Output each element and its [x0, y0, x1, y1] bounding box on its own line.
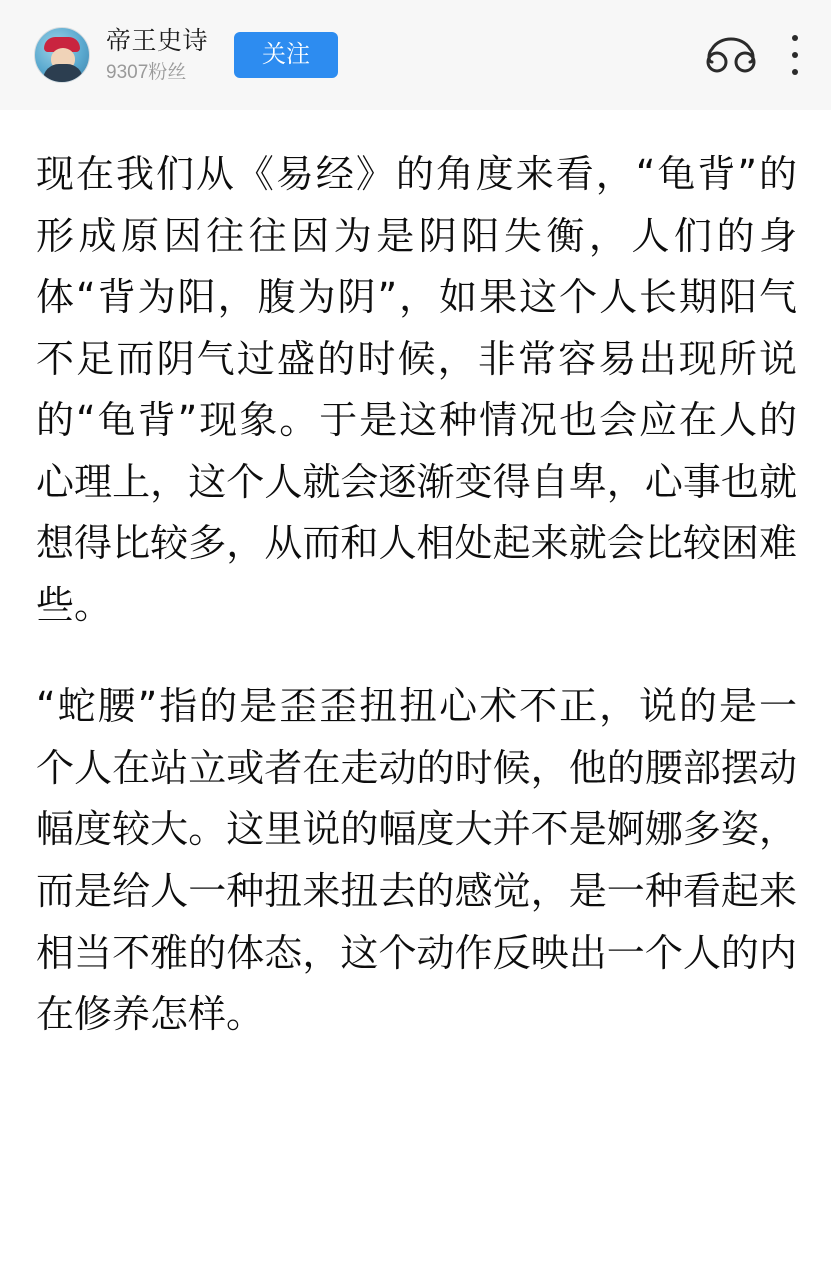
- avatar-body-shape: [43, 64, 83, 82]
- follower-count: 9307粉丝: [106, 61, 187, 83]
- article-paragraph: “蛇腰”指的是歪歪扭扭心术不正，说的是一个人在站立或者在走动的时候，他的腰部摆动幅度较大。这里说的幅度大并不是婀娜多姿，而是给人一种扭来扭去的感觉，是一种看起来相当不雅的体态，这个动作反映出一个人的内在修养怎样。: [36, 684, 797, 1037]
- avatar[interactable]: [34, 27, 90, 83]
- more-options-icon[interactable]: [791, 35, 799, 75]
- author-info[interactable]: [106, 26, 208, 85]
- article-header-bar: [0, 0, 831, 110]
- headphone-icon[interactable]: [705, 35, 757, 75]
- kebab-dot: [792, 69, 798, 75]
- follow-button[interactable]: 关注: [234, 32, 338, 79]
- kebab-dot: [792, 52, 798, 58]
- article-body: [0, 110, 831, 1046]
- author-name: 帝王史诗: [106, 26, 209, 55]
- kebab-dot: [792, 35, 798, 41]
- article-paragraph: 现在我们从《易经》的角度来看，“龟背”的形成原因往往因为是阴阳失衡，人们的身体“背为阳，腹为阴”，如果这个人长期阳气不足而阴气过盛的时候，非常容易出现所说的“龟背”现象。于是这种情况也会应在人的心理上，这个人就会逐渐变得自卑，心事也就想得比较多，从而和人相处起来就会比较困难些。: [36, 152, 797, 627]
